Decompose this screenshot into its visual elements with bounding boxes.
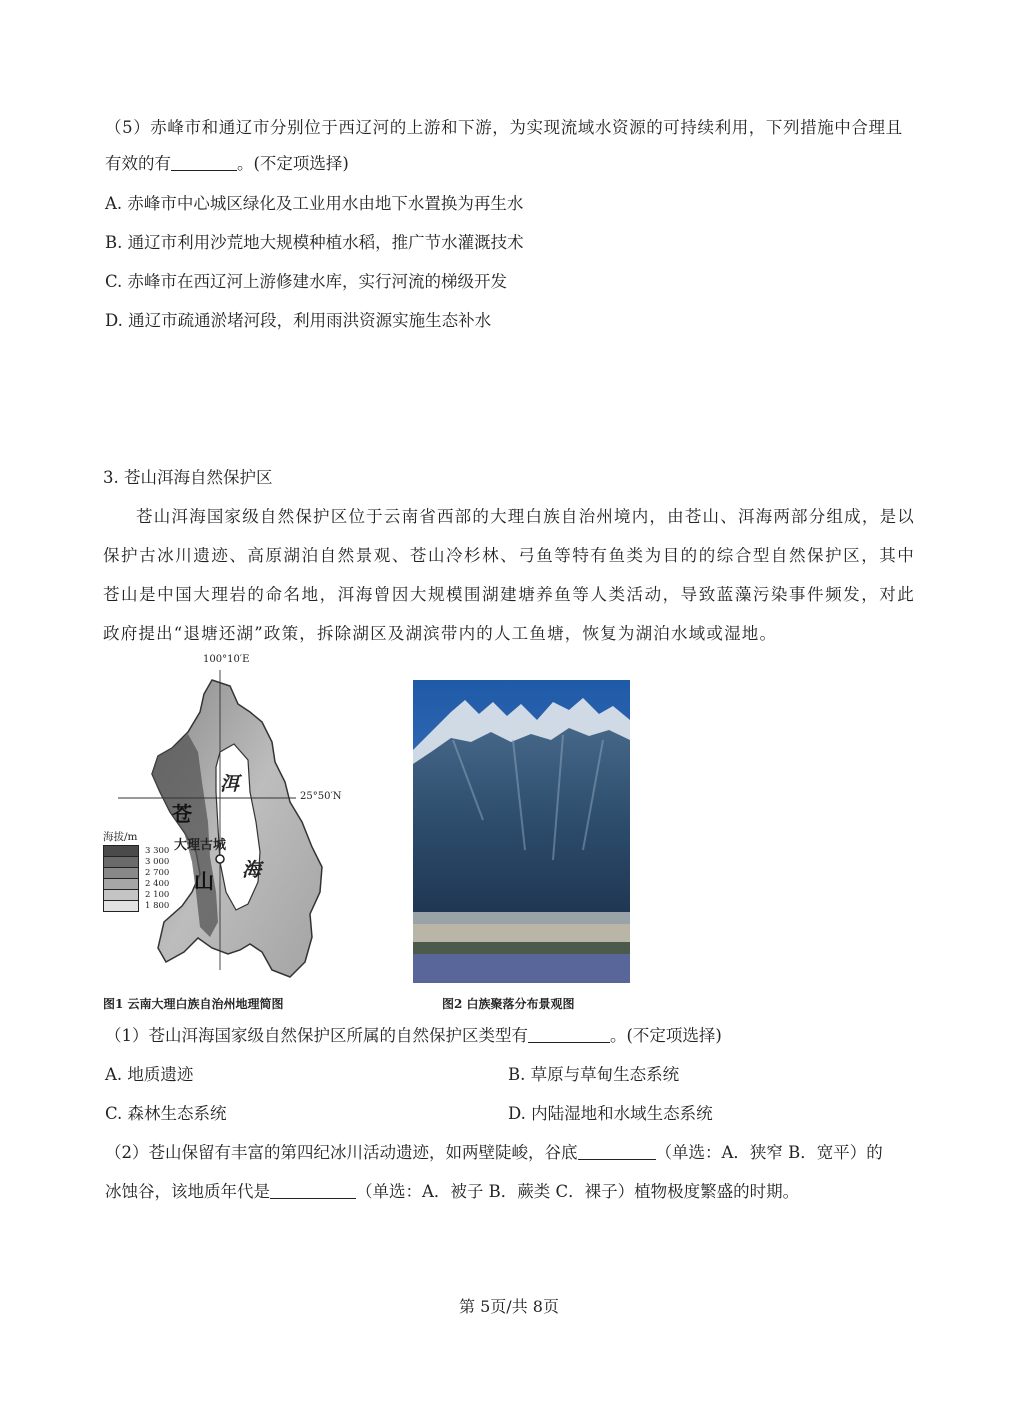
q5-stem-line1: （5）赤峰市和通辽市分别位于西辽河的上游和下游，为实现流域水资源的可持续利用，下列措施中合理且: [105, 118, 903, 137]
city-label: 大理古城: [174, 838, 227, 853]
q2-line1-prefix: （2）苍山保留有丰富的第四纪冰川活动遗迹，如两壁陡峻，谷底: [105, 1143, 578, 1162]
q2-line2: [105, 1181, 799, 1203]
elevation-legend: [103, 845, 169, 911]
q1-option-c: C. 森林生态系统: [105, 1104, 227, 1123]
lake-label-er: 洱: [220, 773, 240, 795]
q2-line1: [105, 1142, 883, 1164]
latitude-label: 25°50′N: [300, 791, 342, 802]
dali-terrain-map: [100, 652, 360, 987]
q2-line2-prefix: 冰蚀谷，该地质年代是: [105, 1182, 270, 1201]
answer-blank[interactable]: [270, 1182, 356, 1199]
legend-swatch: [103, 900, 139, 912]
q5-option-d: D. 通辽市疏通淤堵河段，利用雨洪资源实施生态补水: [105, 311, 492, 330]
q1-stem: [105, 1025, 722, 1047]
lake-label-hai: 海: [242, 859, 262, 881]
legend-title: 海拔/m: [103, 831, 138, 843]
legend-value: 3 000: [145, 856, 170, 867]
legend-value: 2 700: [145, 867, 170, 878]
q1-stem-prefix: （1）苍山洱海国家级自然保护区所属的自然保护区类型有: [105, 1026, 528, 1045]
figure2-caption: 图2 白族聚落分布景观图: [442, 997, 575, 1011]
q5-stem-prefix: 有效的有: [105, 154, 171, 173]
legend-value: 2 100: [145, 889, 170, 900]
q2-line2-suffix: （单选：A．被子 B．蕨类 C．裸子）植物极度繁盛的时期。: [356, 1182, 800, 1201]
q5-stem-line2: [105, 153, 349, 175]
section-title: 3. 苍山洱海自然保护区: [103, 468, 273, 487]
map-graphic: [100, 652, 360, 987]
q5-option-b: B. 通辽市利用沙荒地大规模种植水稻，推广节水灌溉技术: [105, 233, 524, 252]
photo-graphic: [413, 680, 630, 983]
answer-blank[interactable]: [528, 1026, 610, 1043]
mountain-label-shan: 山: [194, 869, 214, 893]
answer-blank[interactable]: [578, 1143, 656, 1160]
q1-option-b: B. 草原与草甸生态系统: [508, 1065, 680, 1084]
figure1-caption: 图1 云南大理白族自治州地理简图: [103, 997, 284, 1011]
q1-option-d: D. 内陆湿地和水域生态系统: [508, 1104, 713, 1123]
answer-blank[interactable]: [171, 154, 237, 171]
dali-old-town-marker: [216, 855, 224, 863]
bai-village-landscape-photo: [413, 680, 630, 983]
q5-option-a: A. 赤峰市中心城区绿化及工业用水由地下水置换为再生水: [105, 194, 524, 213]
legend-value: 2 400: [145, 878, 170, 889]
legend-value: 3 300: [145, 845, 170, 856]
q1-option-a: A. 地质遗迹: [105, 1065, 194, 1084]
q1-stem-suffix: 。(不定项选择): [610, 1026, 722, 1045]
legend-value: 1 800: [145, 900, 170, 911]
q2-line1-suffix: （单选：A．狭窄 B．宽平）的: [655, 1143, 883, 1162]
longitude-label: 100°10′E: [203, 654, 250, 665]
mountain-label-cang: 苍: [172, 802, 192, 826]
q5-option-c: C. 赤峰市在西辽河上游修建水库，实行河流的梯级开发: [105, 272, 508, 291]
page-footer: 第 5页/共 8页: [459, 1297, 559, 1316]
section-paragraph: 苍山洱海国家级自然保护区位于云南省西部的大理白族自治州境内，由苍山、洱海两部分组成，是以保护古冰川遗迹、高原湖泊自然景观、苍山冷杉林、弓鱼等特有鱼类为目的的综合型自然保护区，其中苍山是中国大理岩的命名地，洱海曾因大规模围湖建塘养鱼等人类活动，导致蓝藻污染事件频发，对此政府提出“退塘还湖”政策，拆除湖区及湖滨带内的人工鱼塘，恢复为湖泊水域或湿地。: [103, 507, 915, 643]
q5-stem-suffix: 。(不定项选择): [237, 154, 349, 173]
